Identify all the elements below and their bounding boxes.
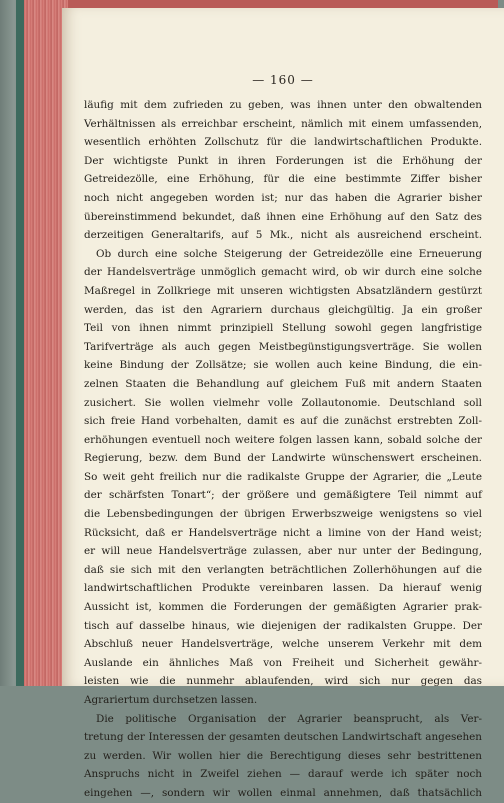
text-line: So weit geht freilich nur die radikalste Gruppe der Agrarier, die „Leute xyxy=(84,470,482,483)
text-line: läufig mit dem zufrieden zu geben, was ihnen unter den obwaltenden xyxy=(84,99,482,111)
text-line: er will neue Handelsverträge zulassen, aber nur unter der Bedingung, xyxy=(84,545,482,558)
text-line: der Handelsverträge unmöglich gemacht wird, ob wir durch eine solche xyxy=(84,266,482,279)
text-line: werden, das ist den Agrariern durchaus gleichgültig. Ja ein großer xyxy=(84,303,482,316)
text-line: übereinstimmend bekundet, daß ihnen eine Erhöhung auf den Satz des xyxy=(84,210,482,223)
text-line: Ob durch eine solche Steigerung der Getreidezölle eine Erneuerung xyxy=(96,247,482,260)
text-line: sich freie Hand vorbehalten, damit es auf die zunächst erstrebten Zoll- xyxy=(84,415,482,428)
text-line: Rücksicht, daß er Handelsverträge nicht a limine von der Hand weist; xyxy=(84,526,482,539)
text-line: Der wichtigste Punkt in ihren Forderungen ist die Erhöhung der xyxy=(84,154,482,167)
text-line: Aussicht ist, kommen die Forderungen der gemäßigten Agrarier prak- xyxy=(84,601,482,614)
text-line: wesentlich erhöhten Zollschutz für die landwirtschaftlichen Produkte. xyxy=(84,136,482,149)
text-line: Tarifverträge als auch gegen Meistbegünstigungsverträge. Sie wollen xyxy=(84,340,482,353)
text-line: Maßregel in Zollkriege mit unseren wichtigsten Absatzländern gestürzt xyxy=(84,284,482,297)
text-line: keine Bindung der Zollsätze; sie wollen auch keine Bindung, die ein- xyxy=(84,359,482,372)
text-line: landwirtschaftlichen Produkte vereinbaren lassen. Da hierauf wenig xyxy=(84,582,482,595)
text-line: die Lebensbedingungen der übrigen Erwerbszweige wenigstens so viel xyxy=(84,508,482,521)
text-line: zusichert. Sie wollen vielmehr volle Zollautonomie. Deutschland soll xyxy=(84,396,482,409)
text-line: Auslande ein ähnliches Maß von Freiheit und Sicherheit gewähr- xyxy=(84,656,482,669)
text-line: Abschluß neuer Handelsverträge, welche unserem Verkehr mit dem xyxy=(84,638,482,651)
text-line: Agrariertum durchsetzen lassen. xyxy=(84,694,258,706)
text-line: der schärfsten Tonart“; der größere und gemäßigtere Teil nimmt auf xyxy=(84,489,482,502)
page-number: — 160 — xyxy=(252,73,314,87)
text-line: noch nicht angegeben worden ist; nur das haben die Agrarier bisher xyxy=(84,191,482,204)
text-line: Regierung, bezw. dem Bund der Landwirte wünschenswert erscheinen. xyxy=(84,452,482,465)
text-line: Anspruchs nicht in Zweifel ziehen — darauf werde ich später noch xyxy=(84,768,482,781)
text-line: Teil von ihnen nimmt prinzipiell Stellung sowohl gegen langfristige xyxy=(84,322,482,335)
book-page xyxy=(62,8,504,799)
text-line: Verhältnissen als erreichbar erscheint, nämlich mit einem umfassenden, xyxy=(84,117,482,130)
text-line: zelnen Staaten die Behandlung auf gleichem Fuß mit andern Staaten xyxy=(84,377,482,390)
text-line: tisch auf dasselbe hinaus, wie diejenigen der radikalsten Gruppe. Der xyxy=(84,619,482,632)
text-line: daß sie sich mit den verlangten beträchtlichen Zollerhöhungen auf die xyxy=(84,563,482,576)
text-line: Getreidezölle, eine Erhöhung, für die eine bestimmte Ziffer bisher xyxy=(84,173,482,186)
text-line: eingehen —, sondern wir wollen einmal annehmen, daß thatsächlich xyxy=(84,786,482,799)
text-line: derzeitigen Generaltarifs, auf 5 Mk., nicht als ausreichend erscheint. xyxy=(84,229,482,242)
text-line: erhöhungen eventuell noch weitere folgen lassen kann, sobald solche der xyxy=(84,433,482,446)
text-line: leisten wie die nunmehr ablaufenden, wird sich nur gegen das xyxy=(84,675,482,688)
text-line: Die politische Organisation der Agrarier beansprucht, als Ver- xyxy=(96,712,482,725)
body-text xyxy=(84,96,482,803)
text-line: zu werden. Wir wollen hier die Berechtigung dieses sehr bestrittenen xyxy=(84,749,482,762)
text-line: tretung der Interessen der gesamten deutschen Landwirtschaft angesehen xyxy=(84,731,482,744)
